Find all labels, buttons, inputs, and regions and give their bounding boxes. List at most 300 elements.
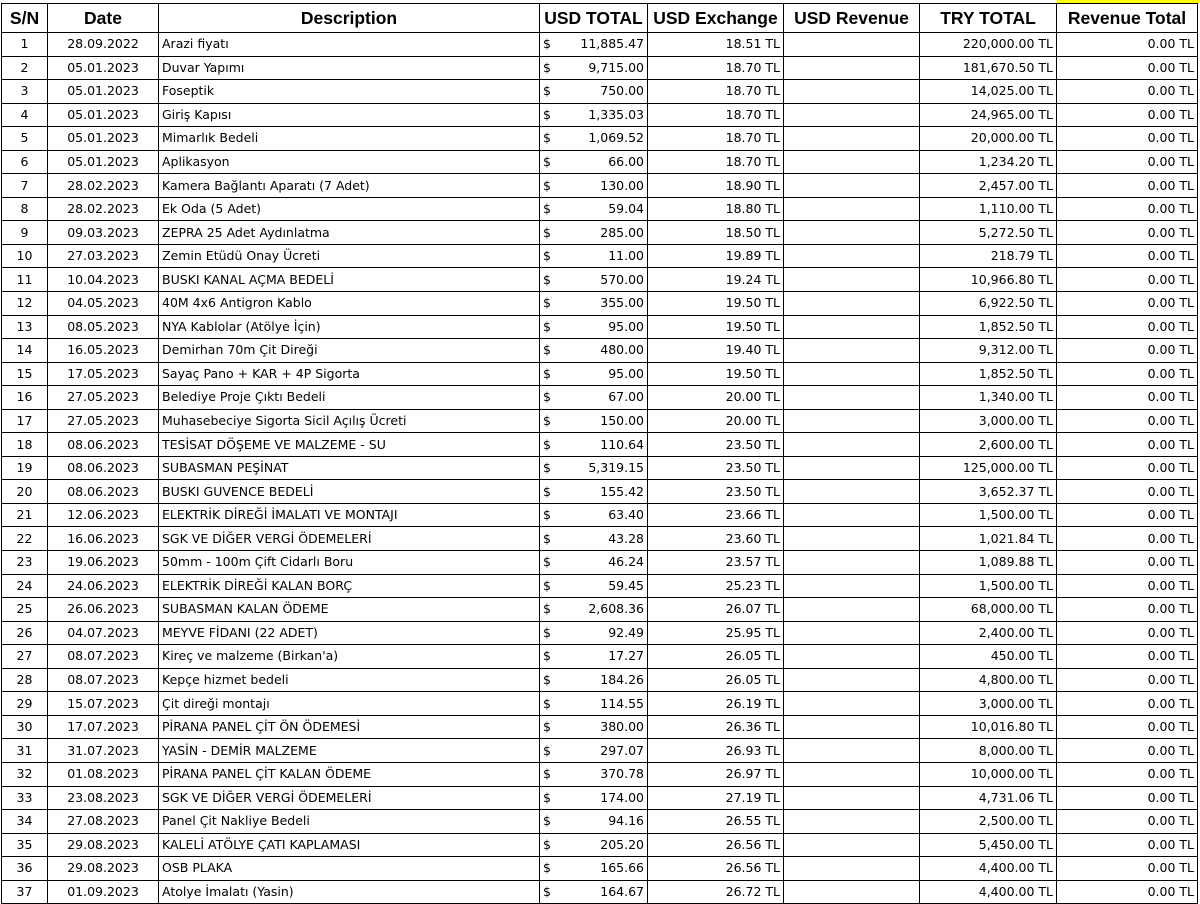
- cell-revenue-total[interactable]: 0.00 TL: [1057, 362, 1198, 386]
- header-sn[interactable]: S/N: [2, 4, 48, 33]
- cell-try-total[interactable]: 4,400.00 TL: [920, 857, 1057, 881]
- cell-description[interactable]: ELEKTRİK DİREĞİ İMALATI VE MONTAJI: [159, 503, 540, 527]
- cell-usd-exchange[interactable]: 26.05 TL: [648, 668, 784, 692]
- cell-revenue-total[interactable]: 0.00 TL: [1057, 197, 1198, 221]
- cell-usd-exchange[interactable]: 23.60 TL: [648, 527, 784, 551]
- header-revenue-total[interactable]: Revenue Total: [1057, 4, 1198, 33]
- cell-sn[interactable]: 1: [2, 33, 48, 57]
- cell-description[interactable]: YASİN - DEMİR MALZEME: [159, 739, 540, 763]
- cell-usd-exchange[interactable]: 23.50 TL: [648, 480, 784, 504]
- cell-try-total[interactable]: 1,234.20 TL: [920, 150, 1057, 174]
- cell-usd-total[interactable]: [540, 551, 648, 575]
- cell-usd-revenue[interactable]: [784, 480, 920, 504]
- cell-date[interactable]: 08.06.2023: [48, 433, 159, 457]
- cell-usd-revenue[interactable]: [784, 762, 920, 786]
- cell-usd-revenue[interactable]: [784, 244, 920, 268]
- cell-date[interactable]: 08.06.2023: [48, 456, 159, 480]
- cell-usd-exchange[interactable]: 27.19 TL: [648, 786, 784, 810]
- cell-usd-revenue[interactable]: [784, 574, 920, 598]
- cell-usd-exchange[interactable]: 26.05 TL: [648, 645, 784, 669]
- cell-usd-revenue[interactable]: [784, 362, 920, 386]
- cell-sn[interactable]: 27: [2, 645, 48, 669]
- cell-revenue-total[interactable]: 0.00 TL: [1057, 786, 1198, 810]
- cell-try-total[interactable]: 8,000.00 TL: [920, 739, 1057, 763]
- cell-description[interactable]: Ek Oda (5 Adet): [159, 197, 540, 221]
- cell-usd-revenue[interactable]: [784, 621, 920, 645]
- cell-usd-revenue[interactable]: [784, 56, 920, 80]
- cell-usd-total[interactable]: [540, 244, 648, 268]
- cell-usd-revenue[interactable]: [784, 268, 920, 292]
- cell-sn[interactable]: 11: [2, 268, 48, 292]
- cell-revenue-total[interactable]: 0.00 TL: [1057, 527, 1198, 551]
- cell-date[interactable]: 27.03.2023: [48, 244, 159, 268]
- cell-sn[interactable]: 36: [2, 857, 48, 881]
- cell-date[interactable]: 17.07.2023: [48, 715, 159, 739]
- header-usd-revenue[interactable]: USD Revenue: [784, 4, 920, 33]
- cell-description[interactable]: Muhasebeciye Sigorta Sicil Açılış Ücreti: [159, 409, 540, 433]
- cell-revenue-total[interactable]: 0.00 TL: [1057, 244, 1198, 268]
- cell-date[interactable]: 27.08.2023: [48, 810, 159, 834]
- cell-try-total[interactable]: 5,272.50 TL: [920, 221, 1057, 245]
- cell-usd-exchange[interactable]: 19.24 TL: [648, 268, 784, 292]
- cell-revenue-total[interactable]: 0.00 TL: [1057, 692, 1198, 716]
- cell-usd-exchange[interactable]: 26.19 TL: [648, 692, 784, 716]
- cell-revenue-total[interactable]: 0.00 TL: [1057, 292, 1198, 316]
- cell-usd-exchange[interactable]: 23.66 TL: [648, 503, 784, 527]
- cell-sn[interactable]: 21: [2, 503, 48, 527]
- cell-usd-exchange[interactable]: 18.50 TL: [648, 221, 784, 245]
- cell-sn[interactable]: 7: [2, 174, 48, 198]
- cell-try-total[interactable]: 20,000.00 TL: [920, 127, 1057, 151]
- cell-usd-total[interactable]: [540, 433, 648, 457]
- header-date[interactable]: Date: [48, 4, 159, 33]
- cell-try-total[interactable]: 450.00 TL: [920, 645, 1057, 669]
- cell-try-total[interactable]: 125,000.00 TL: [920, 456, 1057, 480]
- cell-sn[interactable]: 9: [2, 221, 48, 245]
- cell-description[interactable]: Demirhan 70m Çit Direği: [159, 339, 540, 363]
- cell-usd-revenue[interactable]: [784, 645, 920, 669]
- cell-usd-total[interactable]: [540, 80, 648, 104]
- cell-usd-exchange[interactable]: 18.70 TL: [648, 56, 784, 80]
- cell-usd-revenue[interactable]: [784, 127, 920, 151]
- cell-date[interactable]: 08.07.2023: [48, 668, 159, 692]
- cell-date[interactable]: 16.05.2023: [48, 339, 159, 363]
- cell-date[interactable]: 12.06.2023: [48, 503, 159, 527]
- cell-sn[interactable]: 16: [2, 386, 48, 410]
- cell-usd-exchange[interactable]: 26.56 TL: [648, 857, 784, 881]
- cell-usd-total[interactable]: [540, 715, 648, 739]
- cell-description[interactable]: Kepçe hizmet bedeli: [159, 668, 540, 692]
- cell-try-total[interactable]: 181,670.50 TL: [920, 56, 1057, 80]
- cell-description[interactable]: MEYVE FİDANI (22 ADET): [159, 621, 540, 645]
- cell-usd-exchange[interactable]: 18.70 TL: [648, 127, 784, 151]
- header-usd-total[interactable]: USD TOTAL: [540, 4, 648, 33]
- cell-usd-revenue[interactable]: [784, 103, 920, 127]
- cell-usd-revenue[interactable]: [784, 810, 920, 834]
- cell-try-total[interactable]: 4,800.00 TL: [920, 668, 1057, 692]
- cell-usd-total[interactable]: [540, 103, 648, 127]
- cell-usd-total[interactable]: [540, 292, 648, 316]
- cell-try-total[interactable]: 2,457.00 TL: [920, 174, 1057, 198]
- cell-usd-exchange[interactable]: 19.40 TL: [648, 339, 784, 363]
- cell-sn[interactable]: 15: [2, 362, 48, 386]
- cell-description[interactable]: TESİSAT DÖŞEME VE MALZEME - SU: [159, 433, 540, 457]
- cell-usd-exchange[interactable]: 26.07 TL: [648, 598, 784, 622]
- cell-sn[interactable]: 24: [2, 574, 48, 598]
- cell-description[interactable]: ZEPRA 25 Adet Aydınlatma: [159, 221, 540, 245]
- cell-usd-total[interactable]: [540, 480, 648, 504]
- cell-date[interactable]: 01.09.2023: [48, 880, 159, 904]
- cell-sn[interactable]: 17: [2, 409, 48, 433]
- cell-description[interactable]: SUBASMAN KALAN ÖDEME: [159, 598, 540, 622]
- header-try-total[interactable]: TRY TOTAL: [920, 4, 1057, 33]
- cell-date[interactable]: 27.05.2023: [48, 409, 159, 433]
- cell-try-total[interactable]: 220,000.00 TL: [920, 33, 1057, 57]
- cell-description[interactable]: Foseptik: [159, 80, 540, 104]
- cell-description[interactable]: 40M 4x6 Antigron Kablo: [159, 292, 540, 316]
- cell-try-total[interactable]: 1,021.84 TL: [920, 527, 1057, 551]
- cell-usd-revenue[interactable]: [784, 433, 920, 457]
- cell-usd-exchange[interactable]: 26.55 TL: [648, 810, 784, 834]
- cell-usd-total[interactable]: [540, 221, 648, 245]
- cell-description[interactable]: OSB PLAKA: [159, 857, 540, 881]
- cell-usd-total[interactable]: [540, 386, 648, 410]
- cell-try-total[interactable]: 1,110.00 TL: [920, 197, 1057, 221]
- cell-sn[interactable]: 31: [2, 739, 48, 763]
- cell-revenue-total[interactable]: 0.00 TL: [1057, 80, 1198, 104]
- cell-description[interactable]: Duvar Yapımı: [159, 56, 540, 80]
- cell-usd-total[interactable]: [540, 268, 648, 292]
- cell-usd-revenue[interactable]: [784, 33, 920, 57]
- cell-usd-total[interactable]: [540, 574, 648, 598]
- cell-description[interactable]: BUSKI GUVENCE BEDELİ: [159, 480, 540, 504]
- cell-revenue-total[interactable]: 0.00 TL: [1057, 621, 1198, 645]
- cell-revenue-total[interactable]: 0.00 TL: [1057, 56, 1198, 80]
- cell-revenue-total[interactable]: 0.00 TL: [1057, 810, 1198, 834]
- cell-sn[interactable]: 2: [2, 56, 48, 80]
- cell-date[interactable]: 28.09.2022: [48, 33, 159, 57]
- cell-revenue-total[interactable]: 0.00 TL: [1057, 762, 1198, 786]
- cell-date[interactable]: 26.06.2023: [48, 598, 159, 622]
- cell-date[interactable]: 05.01.2023: [48, 80, 159, 104]
- cell-sn[interactable]: 35: [2, 833, 48, 857]
- cell-try-total[interactable]: 2,600.00 TL: [920, 433, 1057, 457]
- cell-usd-total[interactable]: [540, 739, 648, 763]
- cell-sn[interactable]: 10: [2, 244, 48, 268]
- cell-usd-total[interactable]: [540, 598, 648, 622]
- cell-description[interactable]: 50mm - 100m Çift Cidarlı Boru: [159, 551, 540, 575]
- header-description[interactable]: Description: [159, 4, 540, 33]
- cell-usd-total[interactable]: [540, 786, 648, 810]
- cell-sn[interactable]: 28: [2, 668, 48, 692]
- cell-usd-total[interactable]: [540, 362, 648, 386]
- cell-sn[interactable]: 8: [2, 197, 48, 221]
- cell-usd-total[interactable]: [540, 668, 648, 692]
- cell-sn[interactable]: 13: [2, 315, 48, 339]
- cell-date[interactable]: 16.06.2023: [48, 527, 159, 551]
- cell-revenue-total[interactable]: 0.00 TL: [1057, 739, 1198, 763]
- cell-sn[interactable]: 29: [2, 692, 48, 716]
- cell-usd-revenue[interactable]: [784, 174, 920, 198]
- cell-try-total[interactable]: 9,312.00 TL: [920, 339, 1057, 363]
- cell-revenue-total[interactable]: 0.00 TL: [1057, 857, 1198, 881]
- cell-try-total[interactable]: 1,852.50 TL: [920, 315, 1057, 339]
- cell-sn[interactable]: 3: [2, 80, 48, 104]
- cell-revenue-total[interactable]: 0.00 TL: [1057, 339, 1198, 363]
- cell-usd-revenue[interactable]: [784, 292, 920, 316]
- cell-sn[interactable]: 19: [2, 456, 48, 480]
- cell-date[interactable]: 27.05.2023: [48, 386, 159, 410]
- cell-revenue-total[interactable]: 0.00 TL: [1057, 833, 1198, 857]
- cell-usd-exchange[interactable]: 18.70 TL: [648, 80, 784, 104]
- cell-sn[interactable]: 32: [2, 762, 48, 786]
- cell-try-total[interactable]: 218.79 TL: [920, 244, 1057, 268]
- cell-try-total[interactable]: 10,966.80 TL: [920, 268, 1057, 292]
- cell-usd-exchange[interactable]: 19.50 TL: [648, 292, 784, 316]
- cell-usd-revenue[interactable]: [784, 386, 920, 410]
- cell-usd-exchange[interactable]: 18.51 TL: [648, 33, 784, 57]
- cell-usd-revenue[interactable]: [784, 715, 920, 739]
- cell-usd-total[interactable]: [540, 810, 648, 834]
- cell-usd-total[interactable]: [540, 315, 648, 339]
- cell-usd-total[interactable]: [540, 174, 648, 198]
- cell-revenue-total[interactable]: 0.00 TL: [1057, 174, 1198, 198]
- cell-usd-exchange[interactable]: 26.72 TL: [648, 880, 784, 904]
- cell-date[interactable]: 15.07.2023: [48, 692, 159, 716]
- cell-sn[interactable]: 30: [2, 715, 48, 739]
- cell-date[interactable]: 23.08.2023: [48, 786, 159, 810]
- cell-usd-exchange[interactable]: 26.97 TL: [648, 762, 784, 786]
- cell-sn[interactable]: 26: [2, 621, 48, 645]
- cell-usd-revenue[interactable]: [784, 833, 920, 857]
- cell-description[interactable]: Belediye Proje Çıktı Bedeli: [159, 386, 540, 410]
- cell-usd-revenue[interactable]: [784, 668, 920, 692]
- cell-sn[interactable]: 22: [2, 527, 48, 551]
- cell-usd-total[interactable]: [540, 409, 648, 433]
- cell-description[interactable]: PİRANA PANEL ÇİT KALAN ÖDEME: [159, 762, 540, 786]
- cell-usd-exchange[interactable]: 26.56 TL: [648, 833, 784, 857]
- cell-sn[interactable]: 37: [2, 880, 48, 904]
- cell-revenue-total[interactable]: 0.00 TL: [1057, 880, 1198, 904]
- cell-revenue-total[interactable]: 0.00 TL: [1057, 480, 1198, 504]
- cell-description[interactable]: Arazi fiyatı: [159, 33, 540, 57]
- cell-sn[interactable]: 18: [2, 433, 48, 457]
- cell-usd-total[interactable]: [540, 645, 648, 669]
- cell-usd-total[interactable]: [540, 33, 648, 57]
- header-usd-exchange[interactable]: USD Exchange: [648, 4, 784, 33]
- cell-date[interactable]: 08.06.2023: [48, 480, 159, 504]
- cell-usd-revenue[interactable]: [784, 692, 920, 716]
- cell-try-total[interactable]: 3,000.00 TL: [920, 409, 1057, 433]
- cell-revenue-total[interactable]: 0.00 TL: [1057, 127, 1198, 151]
- cell-usd-exchange[interactable]: 23.57 TL: [648, 551, 784, 575]
- cell-usd-exchange[interactable]: 20.00 TL: [648, 409, 784, 433]
- cell-description[interactable]: Giriş Kapısı: [159, 103, 540, 127]
- cell-usd-revenue[interactable]: [784, 739, 920, 763]
- cell-usd-total[interactable]: [540, 127, 648, 151]
- cell-date[interactable]: 05.01.2023: [48, 103, 159, 127]
- cell-date[interactable]: 09.03.2023: [48, 221, 159, 245]
- cell-try-total[interactable]: 3,000.00 TL: [920, 692, 1057, 716]
- cell-revenue-total[interactable]: 0.00 TL: [1057, 551, 1198, 575]
- cell-usd-revenue[interactable]: [784, 80, 920, 104]
- cell-date[interactable]: 05.01.2023: [48, 150, 159, 174]
- cell-usd-total[interactable]: [540, 880, 648, 904]
- cell-usd-exchange[interactable]: 18.70 TL: [648, 150, 784, 174]
- cell-try-total[interactable]: 68,000.00 TL: [920, 598, 1057, 622]
- cell-try-total[interactable]: 10,000.00 TL: [920, 762, 1057, 786]
- cell-description[interactable]: Aplikasyon: [159, 150, 540, 174]
- cell-sn[interactable]: 5: [2, 127, 48, 151]
- cell-usd-exchange[interactable]: 18.90 TL: [648, 174, 784, 198]
- cell-try-total[interactable]: 6,922.50 TL: [920, 292, 1057, 316]
- cell-description[interactable]: Mimarlık Bedeli: [159, 127, 540, 151]
- cell-usd-exchange[interactable]: 19.50 TL: [648, 315, 784, 339]
- cell-usd-total[interactable]: [540, 833, 648, 857]
- cell-revenue-total[interactable]: 0.00 TL: [1057, 150, 1198, 174]
- cell-revenue-total[interactable]: 0.00 TL: [1057, 103, 1198, 127]
- cell-revenue-total[interactable]: 0.00 TL: [1057, 645, 1198, 669]
- cell-date[interactable]: 05.01.2023: [48, 127, 159, 151]
- cell-usd-revenue[interactable]: [784, 527, 920, 551]
- cell-usd-total[interactable]: [540, 197, 648, 221]
- cell-date[interactable]: 31.07.2023: [48, 739, 159, 763]
- cell-revenue-total[interactable]: 0.00 TL: [1057, 386, 1198, 410]
- cell-description[interactable]: SGK VE DİĞER VERGİ ÖDEMELERİ: [159, 786, 540, 810]
- cell-usd-revenue[interactable]: [784, 880, 920, 904]
- cell-description[interactable]: Kireç ve malzeme (Birkan'a): [159, 645, 540, 669]
- cell-date[interactable]: 29.08.2023: [48, 833, 159, 857]
- cell-revenue-total[interactable]: 0.00 TL: [1057, 668, 1198, 692]
- cell-usd-revenue[interactable]: [784, 197, 920, 221]
- cell-date[interactable]: 04.07.2023: [48, 621, 159, 645]
- cell-date[interactable]: 28.02.2023: [48, 197, 159, 221]
- cell-try-total[interactable]: 2,500.00 TL: [920, 810, 1057, 834]
- cell-usd-revenue[interactable]: [784, 150, 920, 174]
- cell-try-total[interactable]: 1,852.50 TL: [920, 362, 1057, 386]
- cell-description[interactable]: ELEKTRİK DİREĞİ KALAN BORÇ: [159, 574, 540, 598]
- cell-usd-exchange[interactable]: 25.23 TL: [648, 574, 784, 598]
- cell-try-total[interactable]: 1,340.00 TL: [920, 386, 1057, 410]
- cell-usd-revenue[interactable]: [784, 503, 920, 527]
- cell-sn[interactable]: 4: [2, 103, 48, 127]
- cell-revenue-total[interactable]: 0.00 TL: [1057, 574, 1198, 598]
- cell-description[interactable]: SGK VE DİĞER VERGİ ÖDEMELERİ: [159, 527, 540, 551]
- cell-sn[interactable]: 12: [2, 292, 48, 316]
- cell-usd-total[interactable]: [540, 621, 648, 645]
- cell-sn[interactable]: 25: [2, 598, 48, 622]
- cell-usd-revenue[interactable]: [784, 786, 920, 810]
- cell-try-total[interactable]: 3,652.37 TL: [920, 480, 1057, 504]
- cell-try-total[interactable]: 1,500.00 TL: [920, 574, 1057, 598]
- cell-date[interactable]: 05.01.2023: [48, 56, 159, 80]
- cell-usd-revenue[interactable]: [784, 339, 920, 363]
- cell-try-total[interactable]: 5,450.00 TL: [920, 833, 1057, 857]
- cell-usd-exchange[interactable]: 19.50 TL: [648, 362, 784, 386]
- cell-try-total[interactable]: 4,731.06 TL: [920, 786, 1057, 810]
- cell-try-total[interactable]: 1,089.88 TL: [920, 551, 1057, 575]
- cell-description[interactable]: NYA Kablolar (Atölye İçin): [159, 315, 540, 339]
- cell-usd-exchange[interactable]: 25.95 TL: [648, 621, 784, 645]
- cell-revenue-total[interactable]: 0.00 TL: [1057, 268, 1198, 292]
- cell-usd-total[interactable]: [540, 527, 648, 551]
- cell-revenue-total[interactable]: 0.00 TL: [1057, 33, 1198, 57]
- cell-sn[interactable]: 23: [2, 551, 48, 575]
- cell-usd-exchange[interactable]: 18.80 TL: [648, 197, 784, 221]
- cell-usd-total[interactable]: [540, 762, 648, 786]
- cell-usd-exchange[interactable]: 20.00 TL: [648, 386, 784, 410]
- cell-try-total[interactable]: 4,400.00 TL: [920, 880, 1057, 904]
- cell-date[interactable]: 10.04.2023: [48, 268, 159, 292]
- cell-date[interactable]: 01.08.2023: [48, 762, 159, 786]
- cell-date[interactable]: 28.02.2023: [48, 174, 159, 198]
- cell-sn[interactable]: 20: [2, 480, 48, 504]
- cell-revenue-total[interactable]: 0.00 TL: [1057, 409, 1198, 433]
- cell-description[interactable]: Çit direği montajı: [159, 692, 540, 716]
- cell-usd-revenue[interactable]: [784, 551, 920, 575]
- cell-usd-revenue[interactable]: [784, 857, 920, 881]
- cell-description[interactable]: Sayaç Pano + KAR + 4P Sigorta: [159, 362, 540, 386]
- cell-usd-revenue[interactable]: [784, 315, 920, 339]
- cell-description[interactable]: Kamera Bağlantı Aparatı (7 Adet): [159, 174, 540, 198]
- cell-usd-revenue[interactable]: [784, 598, 920, 622]
- cell-date[interactable]: 08.05.2023: [48, 315, 159, 339]
- cell-description[interactable]: Atolye İmalatı (Yasin): [159, 880, 540, 904]
- cell-revenue-total[interactable]: 0.00 TL: [1057, 598, 1198, 622]
- cell-date[interactable]: 04.05.2023: [48, 292, 159, 316]
- cell-description[interactable]: KALELİ ATÖLYE ÇATI KAPLAMASI: [159, 833, 540, 857]
- cell-usd-exchange[interactable]: 23.50 TL: [648, 433, 784, 457]
- cell-sn[interactable]: 34: [2, 810, 48, 834]
- cell-description[interactable]: BUSKI KANAL AÇMA BEDELİ: [159, 268, 540, 292]
- cell-usd-revenue[interactable]: [784, 409, 920, 433]
- cell-revenue-total[interactable]: 0.00 TL: [1057, 456, 1198, 480]
- cell-revenue-total[interactable]: 0.00 TL: [1057, 221, 1198, 245]
- cell-usd-total[interactable]: [540, 692, 648, 716]
- cell-try-total[interactable]: 2,400.00 TL: [920, 621, 1057, 645]
- cell-date[interactable]: 29.08.2023: [48, 857, 159, 881]
- cell-revenue-total[interactable]: 0.00 TL: [1057, 315, 1198, 339]
- cell-description[interactable]: SUBASMAN PEŞİNAT: [159, 456, 540, 480]
- cell-try-total[interactable]: 1,500.00 TL: [920, 503, 1057, 527]
- cell-usd-exchange[interactable]: 26.36 TL: [648, 715, 784, 739]
- cell-sn[interactable]: 6: [2, 150, 48, 174]
- cell-try-total[interactable]: 24,965.00 TL: [920, 103, 1057, 127]
- cell-usd-total[interactable]: [540, 456, 648, 480]
- cell-usd-exchange[interactable]: 23.50 TL: [648, 456, 784, 480]
- cell-usd-total[interactable]: [540, 503, 648, 527]
- cell-date[interactable]: 24.06.2023: [48, 574, 159, 598]
- cell-revenue-total[interactable]: 0.00 TL: [1057, 433, 1198, 457]
- cell-usd-revenue[interactable]: [784, 221, 920, 245]
- cell-usd-exchange[interactable]: 18.70 TL: [648, 103, 784, 127]
- cell-description[interactable]: PİRANA PANEL ÇİT ÖN ÖDEMESİ: [159, 715, 540, 739]
- cell-usd-total[interactable]: [540, 56, 648, 80]
- cell-usd-revenue[interactable]: [784, 456, 920, 480]
- cell-revenue-total[interactable]: 0.00 TL: [1057, 715, 1198, 739]
- cell-date[interactable]: 19.06.2023: [48, 551, 159, 575]
- cell-description[interactable]: Panel Çit Nakliye Bedeli: [159, 810, 540, 834]
- cell-usd-total[interactable]: [540, 339, 648, 363]
- cell-date[interactable]: 17.05.2023: [48, 362, 159, 386]
- cell-usd-total[interactable]: [540, 857, 648, 881]
- cell-sn[interactable]: 14: [2, 339, 48, 363]
- cell-date[interactable]: 08.07.2023: [48, 645, 159, 669]
- cell-usd-exchange[interactable]: 19.89 TL: [648, 244, 784, 268]
- cell-try-total[interactable]: 14,025.00 TL: [920, 80, 1057, 104]
- cell-usd-total[interactable]: [540, 150, 648, 174]
- cell-revenue-total[interactable]: 0.00 TL: [1057, 503, 1198, 527]
